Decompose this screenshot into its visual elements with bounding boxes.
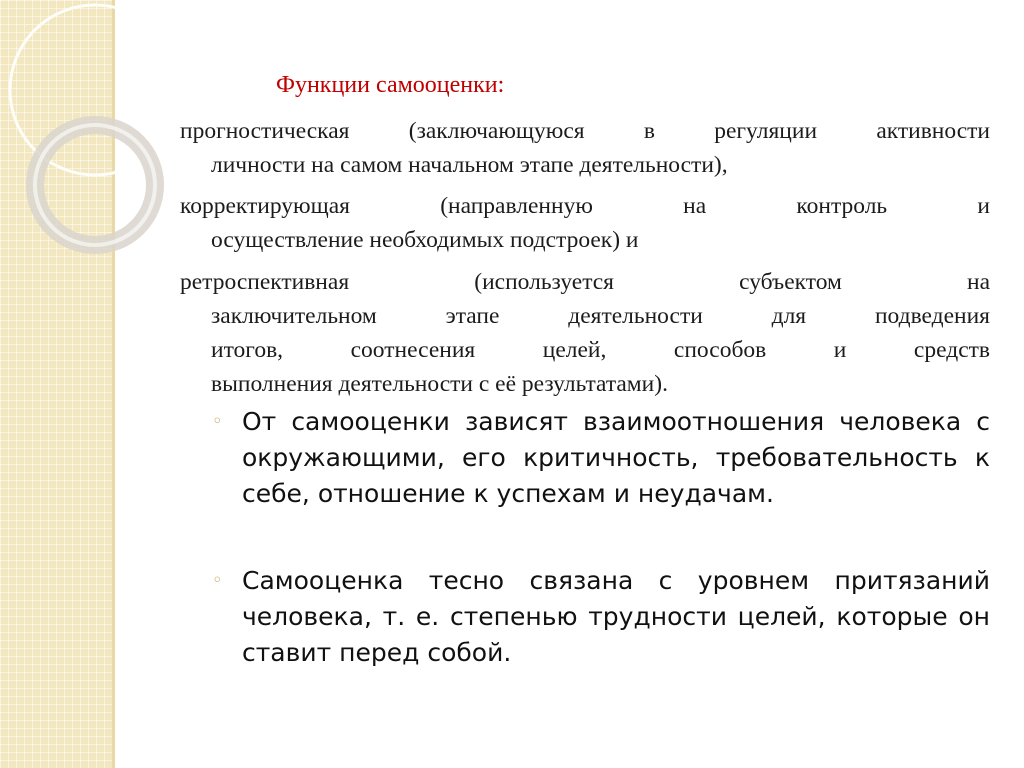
large-ring	[10, 5, 180, 175]
function-line: осуществление необходимых подстроек) и	[211, 227, 639, 253]
function-line: ретроспективная (используется субъектом на	[180, 269, 990, 295]
decorative-rings	[0, 0, 200, 320]
function-item-prognostic	[180, 114, 990, 182]
slide-title: Функции самооценки:	[276, 72, 505, 98]
function-line: личности на самом начальном этапе деятельности),	[211, 152, 728, 178]
function-line: итогов, соотнесения целей, способов и средств	[211, 337, 990, 363]
bullet-circle-icon: ◦	[212, 570, 223, 591]
bullet-text: Самооценка тесно связана с уровнем притязаний человека, т. е. степенью трудности целей, которые он ставит перед собой.	[242, 566, 990, 667]
bullet-item	[212, 563, 990, 671]
bullet-text: От самооценки зависят взаимоотношения человека с окружающими, его критичность, требовательность к себе, отношение к успехам и неудачам.	[242, 407, 990, 508]
bullet-circle-icon: ◦	[212, 411, 223, 432]
function-line: прогностическая (заключающуюся в регуляции активности	[180, 118, 990, 144]
bullet-item	[212, 404, 990, 512]
function-line: корректирующая (направленную на контроль и	[180, 193, 990, 219]
function-item-corrective	[180, 189, 990, 257]
function-item-retrospective	[180, 265, 990, 401]
function-line: заключительном этапе деятельности для подведения	[211, 303, 990, 329]
small-ring-inner	[35, 125, 155, 245]
function-line: выполнения деятельности с её результатами).	[211, 371, 668, 397]
